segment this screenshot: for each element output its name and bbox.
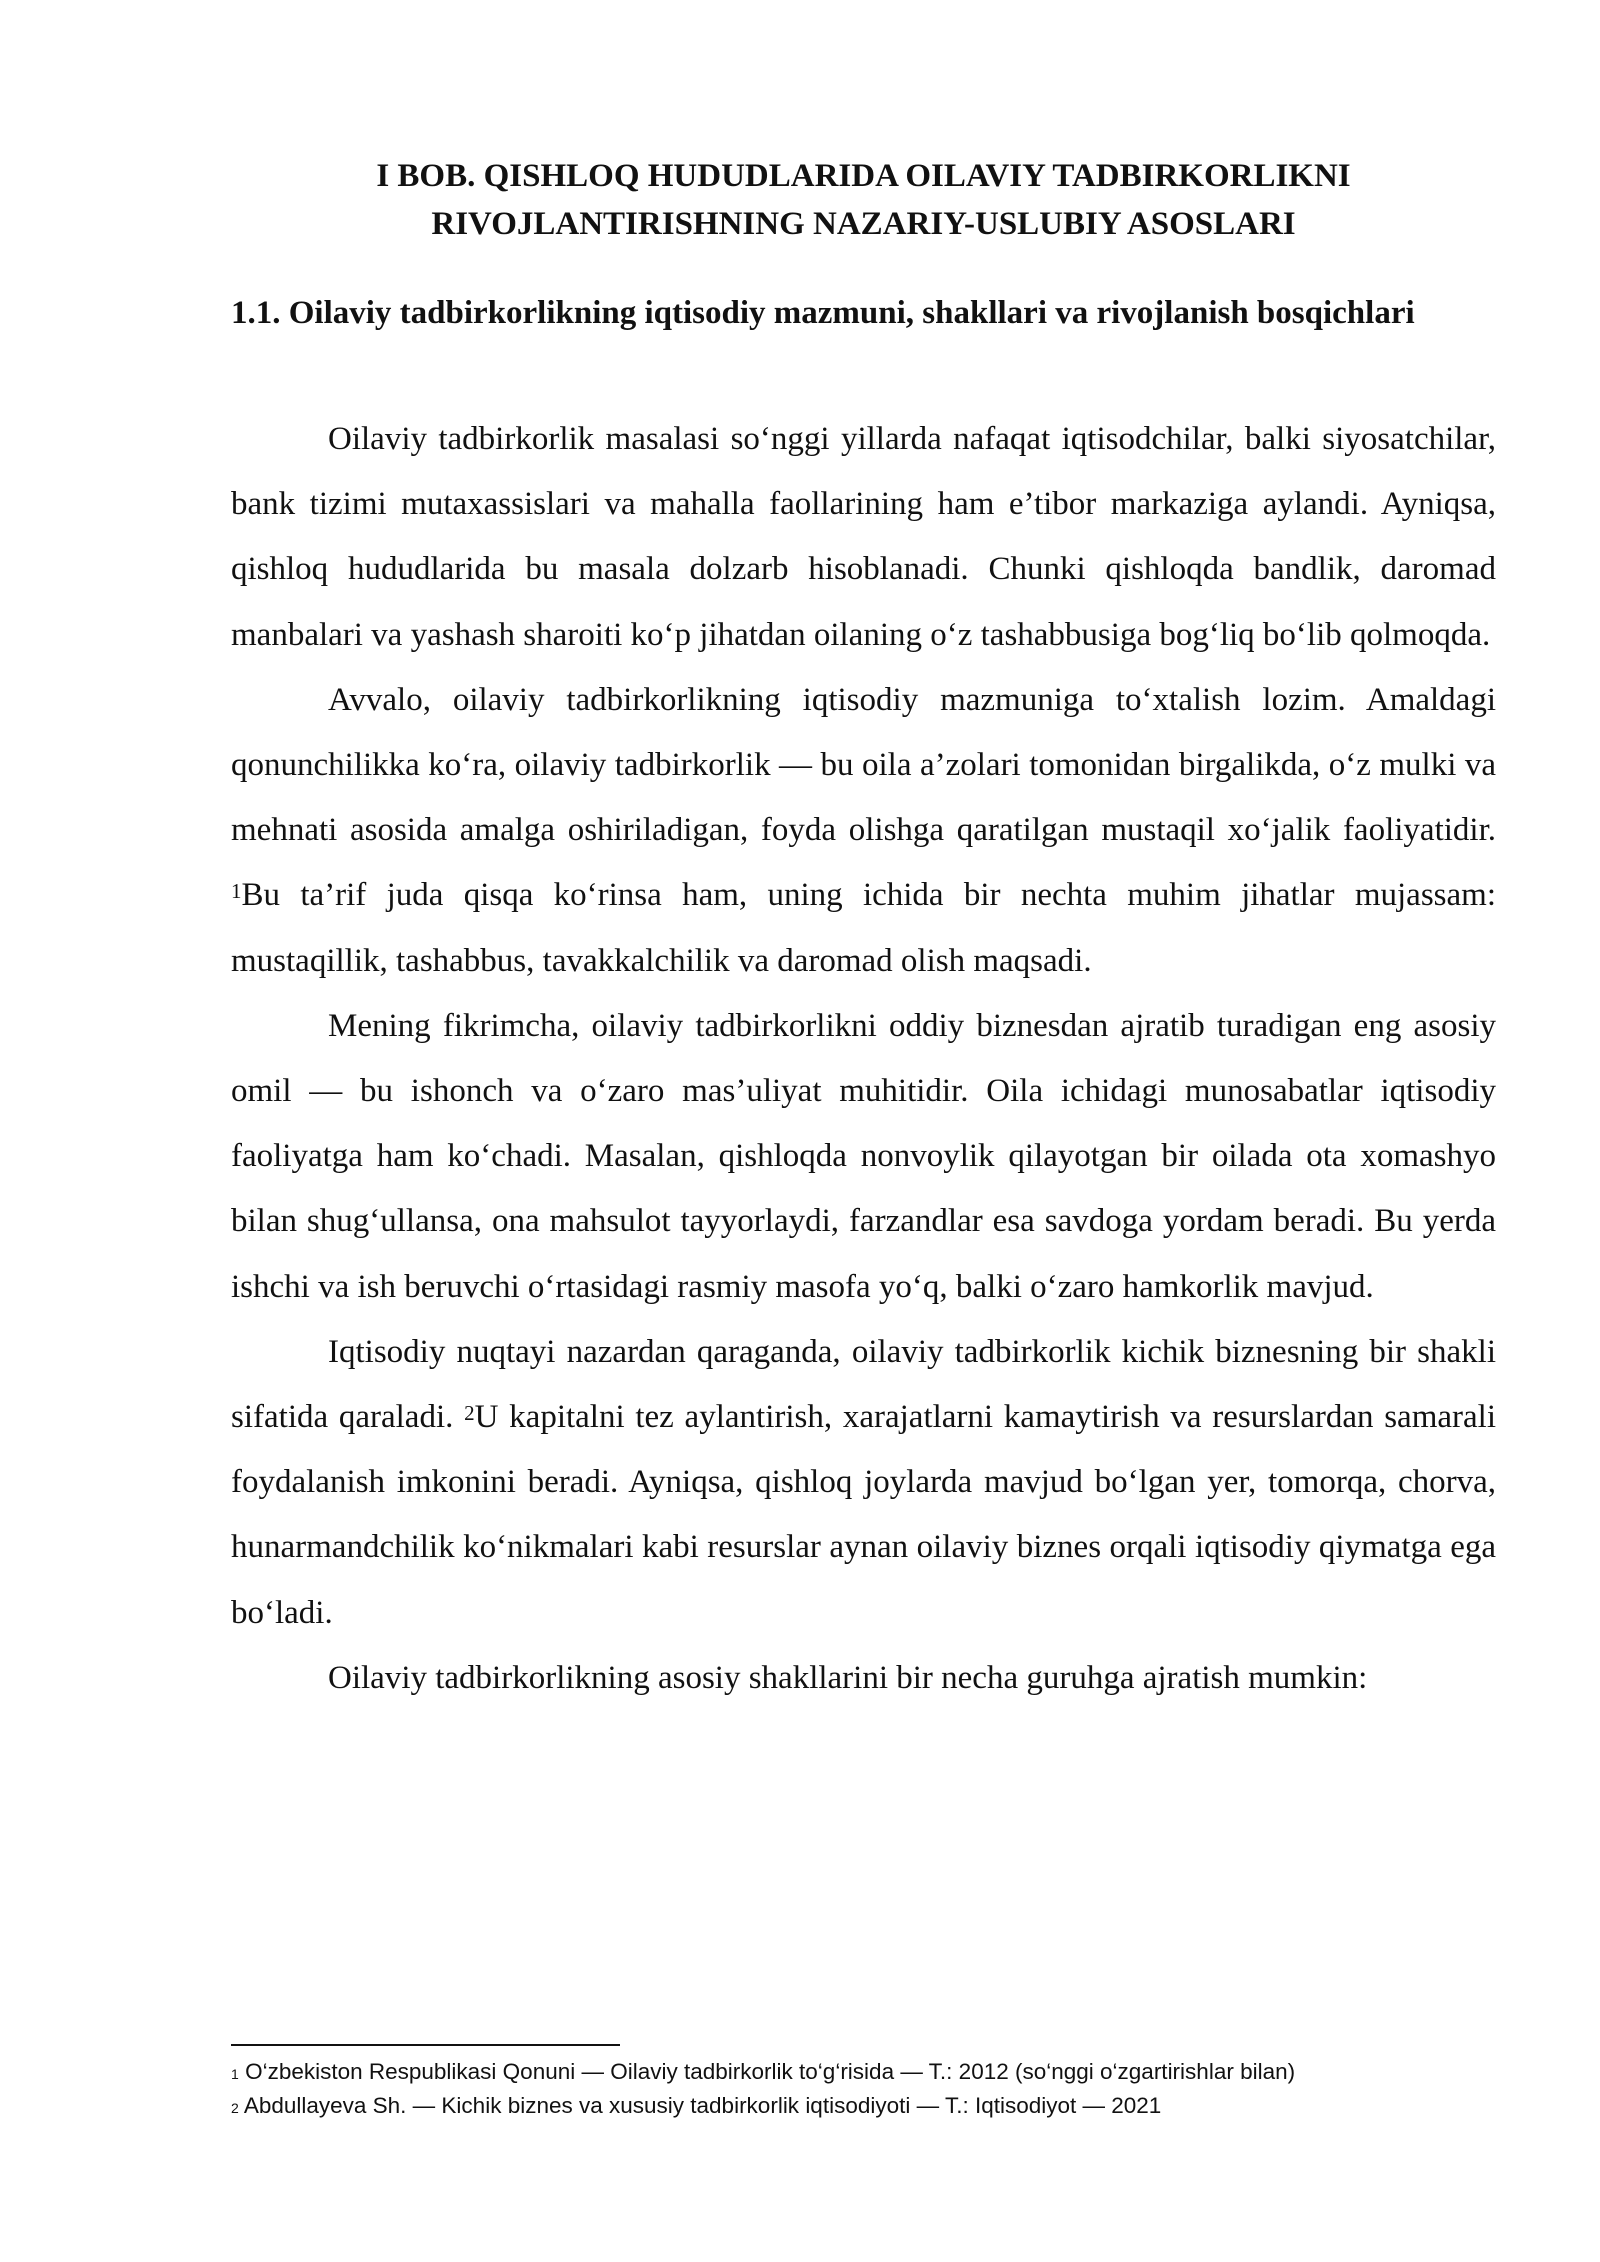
chapter-title [231,152,1496,248]
footnote-1 [231,2055,1496,2089]
paragraph-4-text-b: U kapitalni tez aylantirish, xarajatlarni kamaytirish va resurslardan samarali foydalanish imkonini beradi. Ayniqsa, qishloq joylarda mavjud bo‘lgan yer, tomorqa, chorva, hunarmandchilik ko‘nikmalari kabi resurslar aynan oilaviy biznes orqali iqtisodiy qiymatga ega bo‘ladi. [231,1399,1496,1631]
paragraph-2-text-a: Avvalo, oilaviy tadbirkorlikning iqtisodiy mazmuniga to‘xtalish lozim. Amaldagi qonunchilikka ko‘ra, oilaviy tadbirkorlik — bu oila a’zolari tomonidan birgalikda, o‘z mulki va mehnati asosida amalga oshiriladigan, foyda olishga qaratilgan mustaqil xo‘jalik faoliyatidir. [231,681,1496,849]
footnote-1-text: O‘zbekiston Respublikasi Qonuni — Oilaviy tadbirkorlik to‘g‘risida — T.: 2012 (so‘nggi o‘zgartirishlar bilan) [245,2059,1296,2084]
footnote-2-number: 2 [231,2100,239,2116]
chapter-title-line-2: RIVOJLANTIRISHNING NAZARIY-USLUBIY ASOSLARI [431,206,1296,242]
paragraph-1: Oilaviy tadbirkorlik masalasi so‘nggi yillarda nafaqat iqtisodchilar, balki siyosatchilar, bank tizimi mutaxassislari va mahalla faollarining ham e’tibor markaziga aylandi. Ayniqsa, qishloq hududlarida bu masala dolzarb hisoblanadi. Chunki qishloqda bandlik, daromad manbalari va yashash sharoiti ko‘p jihatdan oilaning o‘z tashabbusiga bog‘liq bo‘lib qolmoqda. [231,421,1496,653]
paragraph-2-text-b: Bu ta’rif juda qisqa ko‘rinsa ham, uning ichida bir nechta muhim jihatlar mujassam: mustaqillik, tashabbus, tavakkalchilik va daromad olish maqsadi. [231,877,1496,979]
footnotes [231,2055,1496,2123]
chapter-title-line-1: I BOB. QISHLOQ HUDUDLARIDA OILAVIY TADBIRKORLIKNI [376,158,1351,194]
paragraph-5: Oilaviy tadbirkorlikning asosiy shakllarini bir necha guruhga ajratish mumkin: [328,1659,1368,1696]
footnote-2 [231,2089,1496,2123]
paragraph-2 [231,668,1496,994]
paragraph-3: Mening fikrimcha, oilaviy tadbirkorlikni oddiy biznesdan ajratib turadigan eng asosiy omil — bu ishonch va o‘zaro mas’uliyat muhitidir. Oila ichidagi munosabatlar iqtisodiy faoliyatga ham ko‘chadi. Masalan, qishloqda nonvoylik qilayotgan bir oilada ota xomashyo bilan shug‘ullansa, ona mahsulot tayyorlaydi, farzandlar esa savdoga yordam beradi. Bu yerda ishchi va ish beruvchi o‘rtasidagi rasmiy masofa yo‘q, balki o‘zaro hamkorlik mavjud. [231,1007,1496,1305]
section-title: 1.1. Oilaviy tadbirkorlikning iqtisodiy mazmuni, shakllari va rivojlanish bosqichlari [231,295,1415,331]
footnote-2-text: Abdullayeva Sh. — Kichik biznes va xususiy tadbirkorlik iqtisodiyoti — T.: Iqtisodiyot — 2021 [243,2093,1162,2118]
footnote-1-number: 1 [231,2066,239,2082]
footnote-ref-2[interactable]: 2 [464,1401,475,1426]
paragraph-4-text-a: Iqtisodiy nuqtayi nazardan qaraganda, oilaviy tadbirkorlik kichik biznesning bir shakli sifatida qaraladi. [231,1333,1496,1436]
document-page [231,0,1496,2262]
body-text [231,407,1496,1711]
footnote-separator [231,2044,620,2046]
footnote-ref-1[interactable]: 1 [231,879,242,904]
paragraph-4 [231,1320,1496,1646]
